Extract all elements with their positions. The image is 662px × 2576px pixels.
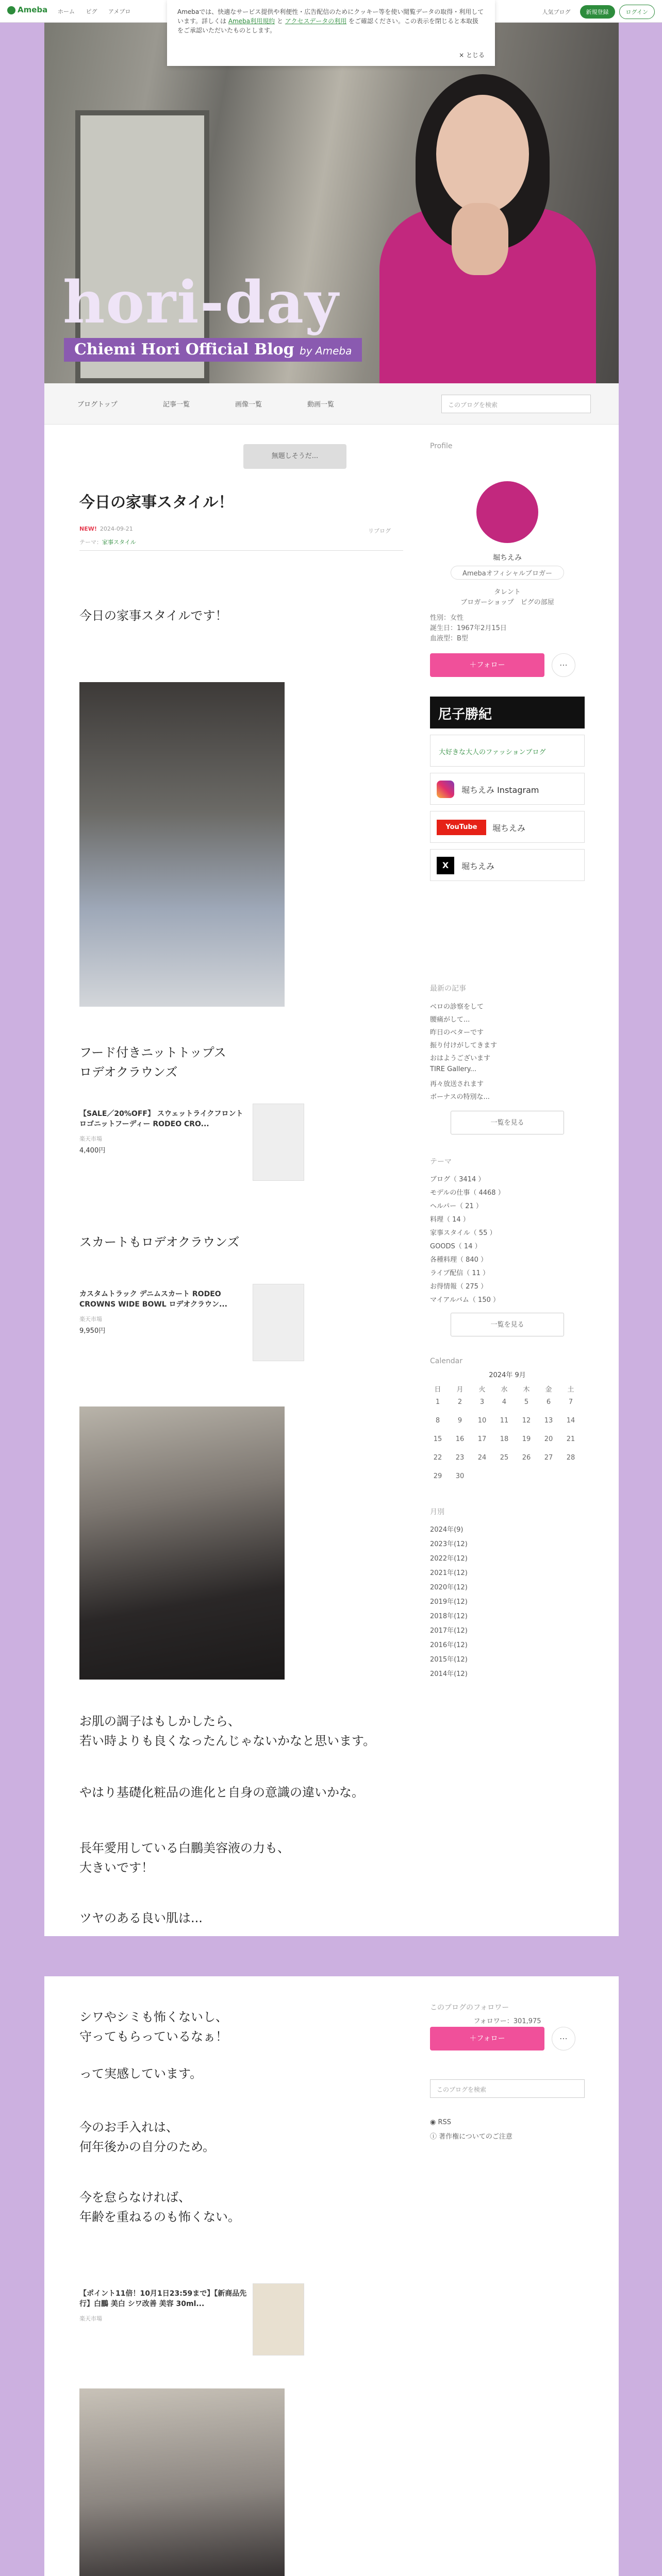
banner-book[interactable]: 尼子勝紀 bbox=[430, 697, 585, 728]
archive-item[interactable]: 2021年(12) bbox=[430, 1569, 468, 1577]
blog-header-image[interactable] bbox=[44, 23, 619, 383]
recent-item[interactable]: 再々放送されます bbox=[430, 1080, 484, 1088]
recent-item[interactable]: ボーナスの特別な... bbox=[430, 1093, 490, 1101]
calendar-day[interactable]: 28 bbox=[566, 1454, 575, 1462]
archive-item[interactable]: 2015年(12) bbox=[430, 1656, 468, 1664]
post-text: フード付きニットトップス ロデオクラウンズ bbox=[79, 1045, 226, 1079]
more-options-button-2[interactable]: ⋯ bbox=[552, 2027, 575, 2050]
profile-detail: 血液型：B型 bbox=[430, 635, 468, 642]
profile-avatar[interactable] bbox=[476, 481, 538, 543]
profile-name[interactable]: 堀ちえみ bbox=[493, 554, 522, 562]
calendar-day[interactable]: 24 bbox=[477, 1454, 487, 1462]
info-icon: ⓘ bbox=[430, 2133, 439, 2141]
post-text: やはり基礎化粧品の進化と自身の意識の違いかな。 bbox=[79, 1785, 364, 1800]
recent-item[interactable]: 振り付けがしてきます bbox=[430, 1042, 498, 1049]
theme-item[interactable]: GOODS（ 14 ） bbox=[430, 1243, 482, 1250]
post-photo-2[interactable] bbox=[79, 1406, 285, 1680]
calendar-weekday: 木 bbox=[523, 1386, 530, 1394]
archive-item[interactable]: 2023年(12) bbox=[430, 1540, 468, 1548]
calendar-weekday: 月 bbox=[456, 1386, 464, 1394]
profile-genre-sub: ブロガーショップ ピグの部屋 bbox=[460, 599, 554, 606]
ameba-logo[interactable] bbox=[7, 5, 47, 14]
calendar-day[interactable]: 12 bbox=[522, 1417, 531, 1425]
post-title[interactable]: 今日の家事スタイル！ bbox=[79, 494, 234, 512]
calendar-day[interactable]: 11 bbox=[500, 1417, 509, 1425]
calendar-day[interactable]: 15 bbox=[433, 1435, 442, 1443]
blog-search-input[interactable]: このブログを検索 bbox=[441, 395, 591, 413]
theme-item[interactable]: マイアルバム（ 150 ） bbox=[430, 1296, 500, 1304]
main-content-continued bbox=[44, 1976, 619, 2576]
theme-item[interactable]: お得情報（ 275 ） bbox=[430, 1283, 488, 1291]
banner-x[interactable]: X 堀ちえみ bbox=[430, 849, 585, 881]
blog-subtitle: Chiemi Hori Official Blog by Ameba bbox=[64, 338, 362, 362]
cookie-notice: Amebaでは、快適なサービス提供や利便性・広告配信のためにクッキー等を使い閲覧データの取得・利用しています。詳しくは Ameba利用規約 と アクセスデータの利用 をご確認ください。この表示を閉じると本取扱をご承認いただいたものとします。 × とじる bbox=[167, 0, 495, 66]
recent-more-button[interactable]: 一覧を見る bbox=[451, 1111, 564, 1134]
archive-item[interactable]: 2016年(12) bbox=[430, 1641, 468, 1649]
product-thumbnail bbox=[253, 1104, 304, 1181]
sidebar bbox=[430, 442, 595, 1678]
x-icon: X bbox=[437, 857, 454, 874]
theme-link[interactable]: 家事スタイル bbox=[102, 539, 136, 546]
calendar-day[interactable]: 17 bbox=[477, 1435, 487, 1443]
recent-item[interactable]: 腰痛がして... bbox=[430, 1016, 470, 1024]
theme-item[interactable]: ライブ配信（ 11 ） bbox=[430, 1269, 490, 1277]
product-shop: 楽天市場 bbox=[79, 2315, 102, 2322]
product-card-2[interactable] bbox=[79, 1284, 322, 1366]
calendar-day[interactable]: 4 bbox=[502, 1398, 507, 1406]
followers-heading: このブログのフォロワー bbox=[430, 2004, 509, 2012]
calendar-heading: Calendar bbox=[430, 1357, 462, 1365]
archive-item[interactable]: 2018年(12) bbox=[430, 1613, 468, 1620]
calendar-day[interactable]: 5 bbox=[524, 1398, 529, 1406]
official-badge: Amebaオフィシャルブロガー bbox=[451, 566, 564, 580]
top-nav-pigg[interactable]: ピグ bbox=[86, 8, 97, 15]
post-date: 2024-09-21 bbox=[100, 526, 133, 532]
calendar-day[interactable]: 26 bbox=[522, 1454, 531, 1462]
archive-item[interactable]: 2020年(12) bbox=[430, 1584, 468, 1591]
calendar-day[interactable]: 3 bbox=[479, 1398, 485, 1406]
top-nav bbox=[58, 7, 140, 15]
product-name: カスタムトラック デニムスカート RODEO CROWNS WIDE BOWL ロデオクラウン... bbox=[79, 1290, 227, 1309]
calendar-day[interactable]: 6 bbox=[546, 1398, 551, 1406]
recent-item[interactable]: ベロの診察をして bbox=[430, 1003, 484, 1011]
post-text: 今を怠らなければ、 年齢を重ねるのも怖くない。 bbox=[79, 2190, 240, 2224]
followers-count: フォロワー：301,975 bbox=[473, 2018, 541, 2025]
calendar-day[interactable]: 27 bbox=[544, 1454, 553, 1462]
post-text: ツヤのある良い肌は... bbox=[79, 1911, 203, 1925]
calendar-day[interactable]: 23 bbox=[455, 1454, 465, 1462]
product-thumbnail bbox=[253, 2283, 304, 2355]
calendar-day[interactable]: 19 bbox=[522, 1435, 531, 1443]
sidebar-continued bbox=[430, 2002, 595, 2141]
blog-nav bbox=[44, 383, 619, 425]
follow-button[interactable]: ＋フォロー bbox=[430, 653, 544, 677]
calendar-day[interactable]: 10 bbox=[477, 1417, 487, 1425]
post-text: 長年愛用している白鵬美容液の力も、 大きいです！ bbox=[79, 1841, 290, 1875]
calendar-day[interactable]: 21 bbox=[566, 1435, 575, 1443]
calendar-day[interactable]: 7 bbox=[568, 1398, 573, 1406]
post-text: 今日の家事スタイルです！ bbox=[79, 608, 228, 623]
product-thumbnail bbox=[253, 1284, 304, 1361]
signup-button[interactable]: 新規登録 bbox=[580, 5, 615, 19]
youtube-icon: YouTube bbox=[437, 820, 486, 835]
banner-instagram[interactable]: 堀ちえみ Instagram bbox=[430, 773, 585, 805]
recent-item[interactable]: おはようございます bbox=[430, 1055, 491, 1062]
calendar-day[interactable]: 18 bbox=[500, 1435, 509, 1443]
login-button[interactable]: ログイン bbox=[619, 5, 655, 19]
rss-icon: ◉ bbox=[430, 2119, 438, 2126]
archive-heading: 月別 bbox=[430, 1508, 444, 1516]
archive-item[interactable]: 2017年(12) bbox=[430, 1627, 468, 1635]
profile-genre: タレント bbox=[494, 588, 521, 596]
post-photo-1[interactable] bbox=[79, 682, 285, 1007]
product-shop: 楽天市場 bbox=[79, 1136, 102, 1142]
follow-button-2[interactable]: ＋フォロー bbox=[430, 2027, 544, 2050]
profile-heading: Profile bbox=[430, 442, 453, 450]
product-shop: 楽天市場 bbox=[79, 1316, 102, 1323]
calendar-weekday: 火 bbox=[478, 1386, 486, 1394]
calendar-weekday: 日 bbox=[434, 1386, 441, 1394]
calendar-day[interactable]: 2 bbox=[457, 1398, 462, 1406]
access-data-link[interactable]: アクセスデータの利用 bbox=[285, 18, 347, 25]
archive-item[interactable]: 2022年(12) bbox=[430, 1555, 468, 1563]
calendar-weekday: 土 bbox=[567, 1386, 574, 1394]
nav-blog-top[interactable]: ブログトップ bbox=[77, 401, 118, 409]
theme-item[interactable]: 各種料理（ 840 ） bbox=[430, 1256, 488, 1264]
post-meta bbox=[79, 526, 133, 532]
calendar-day[interactable]: 14 bbox=[566, 1417, 575, 1425]
profile-detail: 誕生日：1967年2月15日 bbox=[430, 624, 507, 632]
calendar-day[interactable]: 9 bbox=[457, 1417, 462, 1425]
archive-item[interactable]: 2019年(12) bbox=[430, 1598, 468, 1606]
calendar-day[interactable]: 1 bbox=[435, 1398, 440, 1406]
share-button[interactable]: 無題しそうだ... bbox=[243, 444, 346, 469]
archive-item[interactable]: 2014年(12) bbox=[430, 1670, 468, 1678]
top-nav-ameblo[interactable]: アメブロ bbox=[108, 8, 131, 15]
post-text: 今のお手入れは、 何年後かの自分のため。 bbox=[79, 2120, 216, 2154]
main-content bbox=[44, 425, 619, 1936]
profile-detail: 性別：女性 bbox=[430, 614, 464, 622]
recent-heading: 最新の記事 bbox=[430, 985, 466, 993]
post-theme: テーマ：家事スタイル bbox=[79, 539, 136, 546]
ameba-logo-text: Ameba bbox=[18, 5, 48, 14]
reblog-link[interactable]: リブログ bbox=[368, 528, 391, 534]
banner-fashion[interactable]: 大好きな大人のファッションブログ bbox=[430, 735, 585, 767]
post-text: スカートもロデオクラウンズ bbox=[79, 1235, 240, 1249]
product-card-3[interactable] bbox=[79, 2283, 322, 2366]
theme-item[interactable]: 料理（ 14 ） bbox=[430, 1216, 470, 1224]
calendar-day[interactable]: 8 bbox=[435, 1417, 440, 1425]
post-text: って実感しています。 bbox=[79, 2066, 203, 2081]
cookie-close-button[interactable]: × とじる bbox=[459, 52, 485, 59]
calendar-day[interactable]: 25 bbox=[500, 1454, 509, 1462]
product-price: 9,950円 bbox=[79, 1327, 106, 1335]
rss-link[interactable]: ◉ RSS bbox=[430, 2119, 452, 2126]
theme-item[interactable]: 家事スタイル（ 55 ） bbox=[430, 1229, 496, 1237]
theme-more-button[interactable]: 一覧を見る bbox=[451, 1313, 564, 1336]
new-badge: NEW! bbox=[79, 526, 97, 532]
calendar-weekday: 金 bbox=[545, 1386, 552, 1394]
post-text: シワやシミも怖くないし、 守ってもらっているなぁ！ bbox=[79, 2010, 228, 2044]
calendar-month: 2024年 9月 bbox=[489, 1371, 526, 1379]
top-nav-home[interactable]: ホーム bbox=[58, 8, 75, 15]
blog-title: hori-day bbox=[63, 269, 340, 336]
nav-article-list[interactable]: 記事一覧 bbox=[163, 401, 190, 409]
recent-item[interactable]: 昨日のベターです bbox=[430, 1029, 484, 1037]
popular-blogs-link[interactable]: 人気ブログ bbox=[542, 9, 571, 15]
calendar-day[interactable]: 13 bbox=[544, 1417, 553, 1425]
product-price: 4,400円 bbox=[79, 1147, 106, 1155]
calendar-day[interactable]: 20 bbox=[544, 1435, 553, 1443]
calendar-day[interactable]: 30 bbox=[455, 1472, 465, 1480]
product-name: 【SALE／20%OFF】 スウェットライクフロントロゴニットフーディー RODEO CRO... bbox=[79, 1110, 243, 1128]
archive-item[interactable]: 2024年(9) bbox=[430, 1526, 464, 1534]
calendar-day[interactable]: 16 bbox=[455, 1435, 465, 1443]
post-photo-3[interactable] bbox=[79, 2388, 285, 2576]
post-text: お肌の調子はもしかしたら、 若い時よりも良くなったんじゃないかなと思います。 bbox=[79, 1714, 376, 1748]
product-name: 【ポイント11倍！10月1日23:59まで】【新商品先行】白鵬 美白 シワ改善 美容 30ml... bbox=[79, 2290, 247, 2308]
ameba-logo-icon bbox=[7, 6, 15, 14]
nav-video-list[interactable]: 動画一覧 bbox=[307, 401, 335, 409]
calendar-day[interactable]: 22 bbox=[433, 1454, 442, 1462]
terms-link[interactable]: Ameba利用規約 bbox=[228, 18, 275, 25]
instagram-icon bbox=[437, 781, 454, 798]
more-options-button[interactable]: ⋯ bbox=[552, 653, 575, 677]
banner-youtube[interactable]: YouTube 堀ちえみ bbox=[430, 811, 585, 843]
theme-item[interactable]: ヘルパー（ 21 ） bbox=[430, 1202, 483, 1210]
calendar-day[interactable]: 29 bbox=[433, 1472, 442, 1480]
recent-item[interactable]: TIRE Gallery... bbox=[430, 1065, 476, 1073]
theme-item[interactable]: モデルの仕事（ 4468 ） bbox=[430, 1189, 505, 1197]
header-portrait bbox=[374, 54, 591, 383]
theme-item[interactable]: ブログ（ 3414 ） bbox=[430, 1176, 485, 1183]
copyright-link[interactable]: ⓘ 著作権についてのご注意 bbox=[430, 2133, 512, 2141]
divider bbox=[79, 550, 403, 551]
product-card-1[interactable] bbox=[79, 1104, 322, 1186]
sidebar-search-input[interactable]: このブログを検索 bbox=[430, 2079, 585, 2098]
calendar-weekday: 水 bbox=[501, 1386, 508, 1394]
theme-heading: テーマ bbox=[430, 1158, 452, 1166]
nav-image-list[interactable]: 画像一覧 bbox=[235, 401, 262, 409]
calendar bbox=[430, 1369, 585, 1493]
